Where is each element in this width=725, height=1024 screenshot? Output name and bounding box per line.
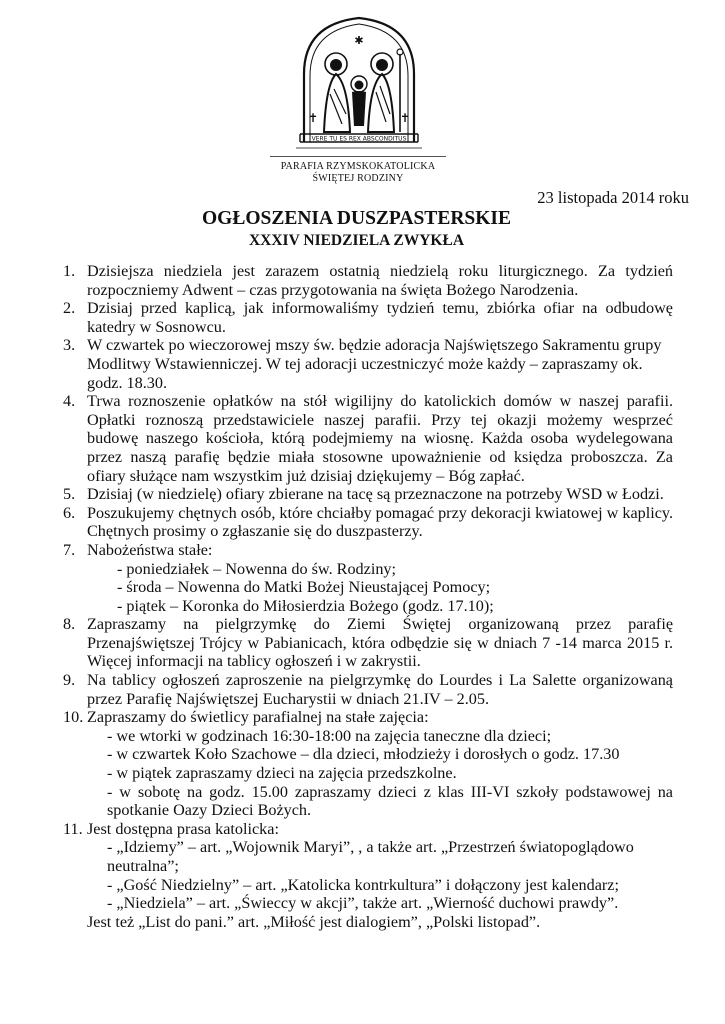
item-number: 6. (63, 503, 76, 522)
sub-item: - środa – Nowenna do Matki Bożej Nieustającej Pomocy; (117, 578, 491, 597)
header-divider (270, 156, 446, 157)
item-number: 8. (63, 615, 76, 634)
sub-item: - „Idziemy” – art. „Wojownik Maryi”, , a także art. „Przestrzeń światopoglądowo neutralna”; (107, 838, 634, 875)
svg-text:✝: ✝ (400, 111, 411, 125)
list-item (63, 615, 673, 671)
item-text: Zapraszamy na pielgrzymkę do Ziemi Świętej organizowaną przez parafię Przenajświętszej Trójcy w Pabianicach, która odbędzie się w dniach 7 -14 marca 2015 r. Więcej informacji na tablicy ogłoszeń i w zakrystii. (87, 615, 673, 671)
logo-motto: VERE TU ES REX ABSCONDITUS (311, 135, 407, 143)
item-number: 3. (63, 336, 76, 355)
svg-text:✱: ✱ (354, 34, 364, 47)
item-text: Poszukujemy chętnych osób, które chciałby pomagać przy dekoracji kwiatowej w kaplicy. Chętnych prosimy o zgłaszanie się do duszpasterzy. (87, 503, 674, 541)
item-number: 5. (63, 485, 76, 504)
list-item (63, 485, 673, 504)
item-number: 11. (63, 819, 83, 838)
sub-item: - piątek – Koronka do Miłosierdzia Bożego (godz. 17.10); (117, 596, 494, 615)
sub-item: - w piątek zapraszamy dzieci na zajęcia przedszkolne. (107, 764, 457, 783)
parish-name (262, 161, 454, 185)
list-item (63, 671, 673, 708)
sub-item: - we wtorki w godzinach 16:30-18:00 na zajęcia taneczne dla dzieci; (107, 726, 552, 745)
item-number: 2. (63, 299, 76, 318)
list-item (63, 541, 673, 615)
sub-title: XXXIV NIEDZIELA ZWYKŁA (248, 232, 465, 249)
holy-family-logo (296, 14, 422, 156)
item-text: Na tablicy ogłoszeń zaproszenie na pielgrzymkę do Lourdes i La Salette organizowaną przez Parafię Najświętszej Eucharystii w dniach 21.IV – 2.05. (87, 671, 673, 708)
item-number: 10. (63, 708, 84, 727)
svg-text:✝: ✝ (308, 111, 319, 125)
item-text: W czwartek po wieczorowej mszy św. będzie adoracja Najświętszego Sakramentu grupy Modlitwy Wstawienniczej. W tej adoracji uczestniczyć może każdy – zapraszamy ok. godz. 18.30. (87, 336, 662, 392)
sub-item: - „Gość Niedzielny” – art. „Katolicka kontrkultura” i dołączony jest kalendarz; (107, 875, 619, 894)
item-text: Dzisiaj (w niedzielę) ofiary zbierane na tacę są przeznaczone na potrzeby WSD w Łodzi. (87, 485, 664, 504)
item-text: Zapraszamy do świetlicy parafialnej na stałe zajęcia: (87, 708, 429, 727)
sub-item: - w sobotę na godz. 15.00 zapraszamy dzieci z klas III-VI szkoły podstawowej na spotkanie Oazy Dzieci Bożych. (107, 782, 673, 820)
parish-line-2: ŚWIĘTEJ RODZINY (312, 173, 404, 184)
document-date: 23 listopada 2014 roku (537, 188, 689, 207)
list-item (63, 299, 673, 336)
item-text: Nabożeństwa stałe: (87, 540, 213, 559)
main-title: OGŁOSZENIA DUSZPASTERSKIE (201, 208, 512, 229)
announcements-list (63, 262, 673, 931)
sub-item: Jest też „List do pani.” art. „Miłość jest dialogiem”, „Polski listopad”. (87, 912, 541, 931)
sub-item: - w czwartek Koło Szachowe – dla dzieci, młodzieży i dorosłych o godz. 17.30 (107, 745, 620, 764)
list-item (63, 336, 673, 392)
item-text: Dzisiejsza niedziela jest zarazem ostatnią niedzielą roku liturgicznego. Za tydzień rozpoczniemy Adwent – czas przygotowania na święta Bożego Narodzenia. (87, 262, 673, 299)
item-text: Jest dostępna prasa katolicka: (87, 819, 279, 838)
list-item (63, 504, 673, 541)
item-text: Trwa roznoszenie opłatków na stół wigilijny do katolickich domów w naszej parafii. Opłatki roznoszą przedstawiciele naszej parafii. Przy tej okazji możemy wesprzeć budowę naszego kościoła, którą podejmiemy na wiosnę. Każda osoba wydelegowana przez naszą parafię będzie miała stosowne upoważnienie od księdza proboszcza. Za ofiary służące nam wszystkim już dzisiaj dziękujemy – Bóg zapłać. (87, 392, 673, 485)
list-item (63, 262, 673, 299)
item-number: 7. (63, 540, 76, 559)
parish-line-1: PARAFIA RZYMSKOKATOLICKA (280, 161, 436, 172)
item-text: Dzisiaj przed kaplicą, jak informowaliśmy tydzień temu, zbiórka ofiar na odbudowę katedry w Sosnowcu. (87, 299, 673, 336)
list-item (63, 392, 673, 485)
sub-item: - „Niedziela” – art. „Świeccy w akcji”, także art. „Wierność duchowi prawdy”. (107, 894, 619, 913)
item-number: 4. (63, 392, 76, 411)
item-number: 9. (63, 671, 76, 690)
list-item (63, 708, 673, 820)
sub-item: - poniedziałek – Nowenna do św. Rodziny; (117, 559, 397, 578)
item-number: 1. (63, 262, 76, 280)
list-item (63, 820, 673, 932)
